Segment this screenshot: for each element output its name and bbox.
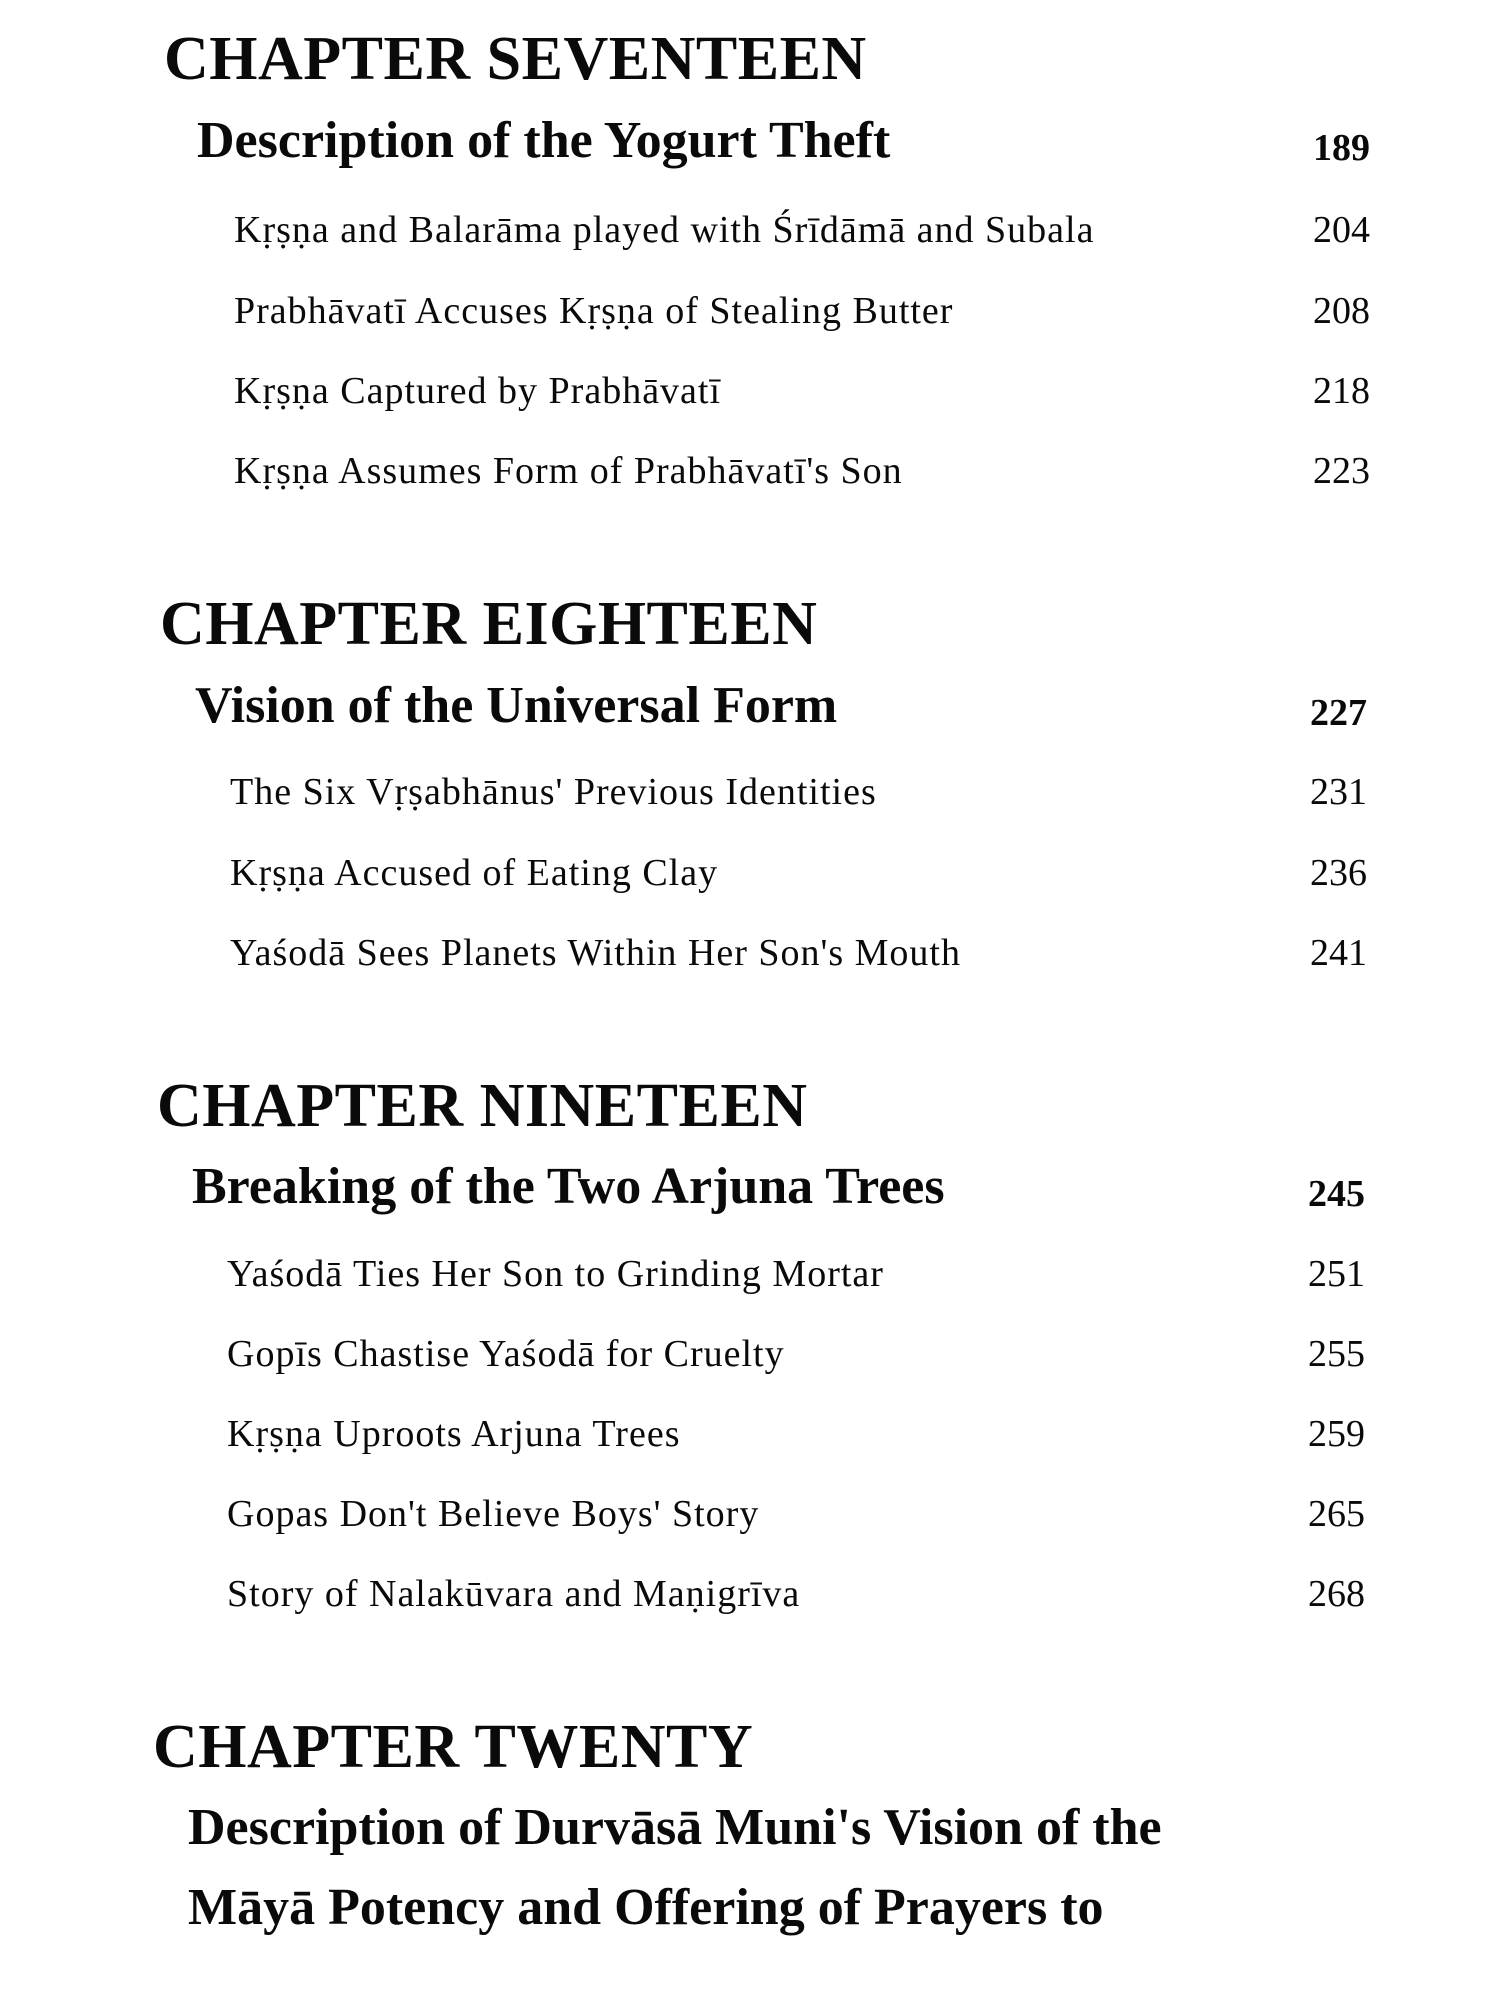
toc-entry-page-number: 265 <box>1308 1493 1365 1535</box>
toc-entry-label: Yaśodā Sees Planets Within Her Son's Mouth <box>230 932 961 974</box>
toc-entry[interactable] <box>0 446 1500 496</box>
toc-entry-page-number: 208 <box>1313 290 1370 332</box>
chapter-title: Description of the Yogurt Theft <box>197 112 891 169</box>
toc-entry[interactable] <box>0 1489 1500 1539</box>
toc-entry-page-number: 259 <box>1308 1413 1365 1455</box>
toc-entry-label: Kṛṣṇa Uproots Arjuna Trees <box>227 1413 681 1455</box>
toc-entry-label: Yaśodā Ties Her Son to Grinding Mortar <box>227 1253 884 1295</box>
toc-entry[interactable] <box>0 1409 1500 1459</box>
chapter-heading: CHAPTER TWENTY <box>153 1713 754 1781</box>
toc-entry-label: The Six Vṛṣabhānus' Previous Identities <box>230 771 877 813</box>
toc-entry[interactable] <box>0 366 1500 416</box>
chapter-title-line-2: Māyā Potency and Offering of Prayers to <box>188 1879 1104 1936</box>
toc-entry[interactable] <box>0 205 1500 255</box>
toc-entry[interactable] <box>0 767 1500 817</box>
chapter-title-page-number: 245 <box>1308 1173 1365 1215</box>
toc-entry[interactable] <box>0 1249 1500 1299</box>
toc-entry-page-number: 255 <box>1308 1333 1365 1375</box>
chapter-title-page-number: 227 <box>1310 692 1367 734</box>
chapter-title-page-number: 189 <box>1313 127 1370 169</box>
toc-entry-label: Kṛṣṇa Assumes Form of Prabhāvatī's Son <box>234 450 903 492</box>
toc-entry-page-number: 236 <box>1310 852 1367 894</box>
chapter-heading: CHAPTER SEVENTEEN <box>164 25 867 93</box>
toc-entry-label: Prabhāvatī Accuses Kṛṣṇa of Stealing Butter <box>234 290 954 332</box>
toc-entry[interactable] <box>0 928 1500 978</box>
toc-entry-page-number: 268 <box>1308 1573 1365 1615</box>
toc-entry-page-number: 204 <box>1313 209 1370 251</box>
toc-entry-label: Kṛṣṇa and Balarāma played with Śrīdāmā and Subala <box>234 209 1095 251</box>
toc-entry-label: Story of Nalakūvara and Maṇigrīva <box>227 1573 801 1615</box>
toc-entry-label: Kṛṣṇa Accused of Eating Clay <box>230 852 719 894</box>
toc-entry-page-number: 231 <box>1310 771 1367 813</box>
toc-entry[interactable] <box>0 1569 1500 1619</box>
chapter-title: Vision of the Universal Form <box>195 677 838 734</box>
toc-entry[interactable] <box>0 286 1500 336</box>
toc-entry[interactable] <box>0 848 1500 898</box>
toc-entry-page-number: 223 <box>1313 450 1370 492</box>
toc-entry-page-number: 218 <box>1313 370 1370 412</box>
toc-entry-label: Kṛṣṇa Captured by Prabhāvatī <box>234 370 722 412</box>
toc-entry-page-number: 251 <box>1308 1253 1365 1295</box>
toc-entry-label: Gopīs Chastise Yaśodā for Cruelty <box>227 1333 785 1375</box>
chapter-title: Breaking of the Two Arjuna Trees <box>192 1158 945 1215</box>
toc-entry-label: Gopas Don't Believe Boys' Story <box>227 1493 760 1535</box>
chapter-heading: CHAPTER NINETEEN <box>157 1072 808 1140</box>
toc-entry-page-number: 241 <box>1310 932 1367 974</box>
chapter-title-line-1: Description of Durvāsā Muni's Vision of the <box>188 1799 1162 1856</box>
chapter-heading: CHAPTER EIGHTEEN <box>160 590 818 658</box>
toc-entry[interactable] <box>0 1329 1500 1379</box>
